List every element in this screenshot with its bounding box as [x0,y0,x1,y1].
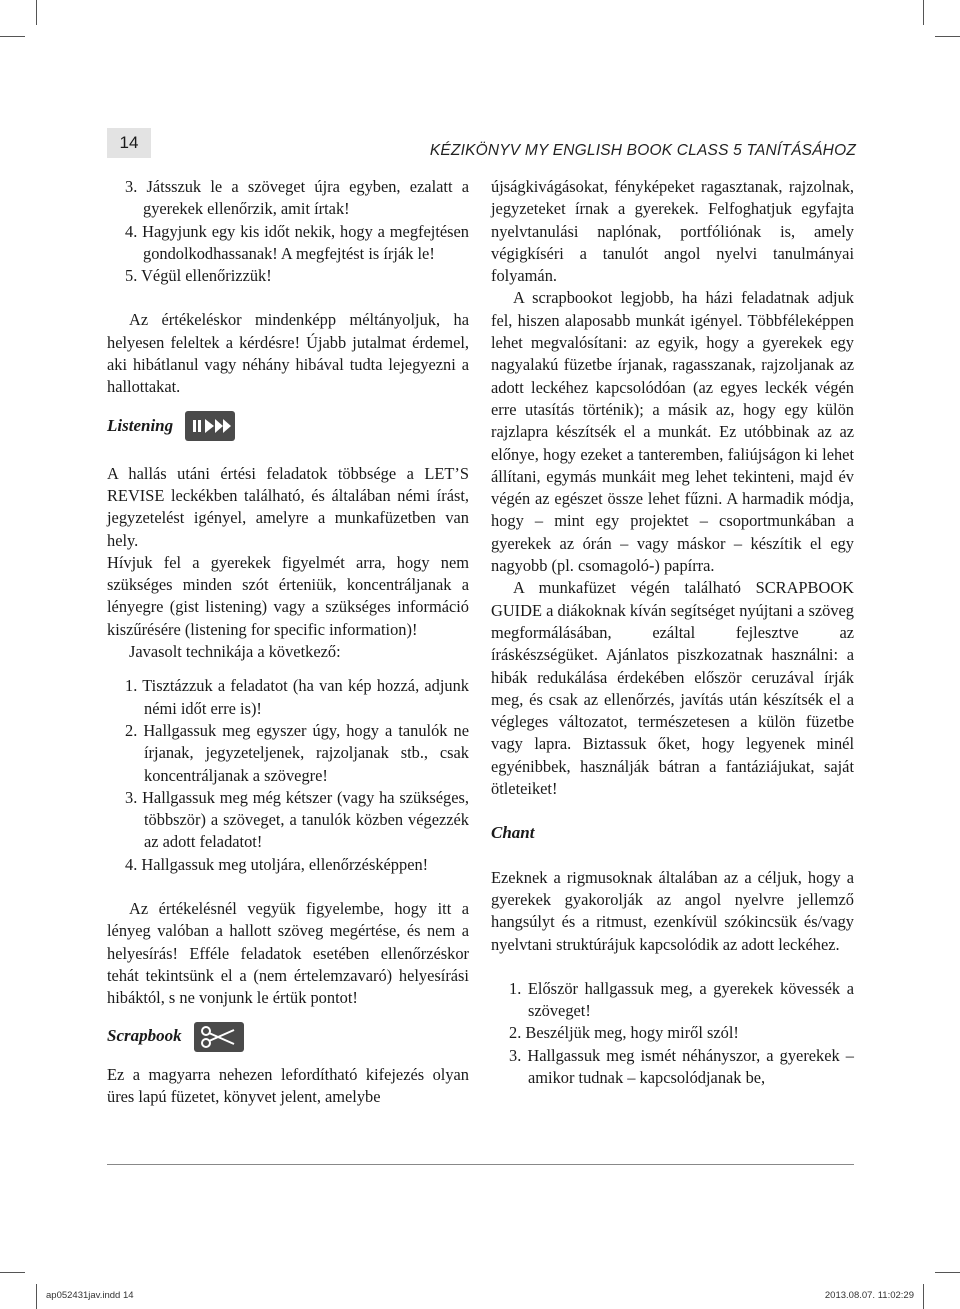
evaluation-paragraph-2: Az értékelésnél vegyük figyelembe, hogy itt a lényeg valóban a hallott szöveg megértése, és nem a helyesírás! Efféle feladatok esetében ellenőrzéskor tehát tekintsünk el a (nem értelemzavaró) helyesírási hibáktól, s ne vonjunk le értük pontot! [107,899,469,1008]
scrapbook-guide-paragraph: A munkafüzet végén található SCRAPBOOK GUIDE a diákoknak kíván segítséget nyújtani a szöveg megformálásában, ezáltal fejlesztve az íráskészségüket. Ajánlatos piszkozatnak használni: a hibák redukálása érdekében először ceruzával írják meg, és csak az ellenőrzés, javítás után készítsék el a végleges változatot, természetesen a külön füzetbe vagy lapra. Biztassuk őket, hogy legyenek minél egyénibbek, használják bátran a fantáziájukat, saját ötleteiket! [491,578,854,799]
scissors-icon [194,1022,244,1052]
list-item: 1. Tisztázzuk a feladatot (ha van kép hozzá, adjunk némi időt erre is)! [125,676,469,718]
footer-timestamp: 2013.08.07. 11:02:29 [824,1290,914,1301]
list-item: 3. Hallgassuk meg ismét néhányszor, a gyerekek – amikor tudnak – kapcsolódjanak be, [509,1045,854,1087]
list-item: 1. Először hallgassuk meg, a gyerekek kövessék a szöveget! [509,978,854,1021]
left-column [107,176,469,1108]
scrapbook-paragraph: Ez a magyarra nehezen lefordítható kifejezés olyan üres lapú füzetet, könyvet jelent, amelybe [107,1064,469,1106]
crop-mark [923,0,924,25]
footer-file: ap052431jav.indd 14 [46,1290,134,1301]
right-column [491,176,854,1089]
crop-mark [0,36,25,37]
crop-mark [36,1284,37,1309]
crop-mark [935,1272,960,1273]
listening-heading [107,411,469,441]
technique-intro: Javasolt technikája a következő: [129,642,341,662]
step-item: 5. Végül ellenőrizzük! [125,266,272,286]
chant-paragraph: Ezeknek a rigmusoknak általában az a céljuk, hogy a gyerekek gyakorolják az angol nyelvre jellemző hangsúlyt és a ritmust, ezenkívül szókincsük és/vagy nyelvtani struktúrájuk kapcsolódik az adott leckéhez. [491,867,854,954]
list-item: 3. Hallgassuk meg még kétszer (vagy ha szükséges, többször) a szöveget, a tanulók közben végezzék az adott feladatot! [125,787,469,852]
chant-heading-text: Chant [491,823,535,843]
scrapbook-heading-text: Scrapbook [107,1026,182,1046]
listening-icon [185,411,235,441]
scrapbook-continued-paragraph: újságkivágásokat, fényképeket ragasztanak, rajzolnak, jegyzeteket írnak a gyerekek. Felfoghatjuk egyfajta nyelvtanulási naplónak, portfóliónak is, amely végigkíséri a tanulót angol nyelvi tanulmányai folyamán. [491,177,854,286]
running-head: KÉZIKÖNYV MY ENGLISH BOOK CLASS 5 TANÍTÁSÁHOZ [429,142,856,159]
technique-list [107,675,469,876]
listening-paragraph: Hívjuk fel a gyerekek figyelmét arra, hogy nem szükséges minden szót érteniük, koncentráljanak a lényegre (gist listening) vagy a szükséges információ kiszűrésére (listening for specific information)! [107,552,469,639]
bottom-rule [107,1164,854,1165]
list-item: 2. Beszéljük meg, hogy miről szól! [509,1023,739,1043]
crop-mark [36,0,37,25]
page-number: 14 [107,128,151,158]
listening-paragraph: A hallás utáni értési feladatok többsége a LET’S REVISE leckékben található, és általában némi írást, jegyzetelést igényel, amelyre a munkafüzetben van hely. [107,463,469,550]
chant-list [491,978,854,1089]
crop-mark [935,36,960,37]
crop-mark [923,1284,924,1309]
chant-heading [491,822,854,844]
scrapbook-heading [107,1022,469,1052]
step-item: 3. Játsszuk le a szöveget újra egyben, ezalatt a gyerekek ellenőrzik, amit írtak! [125,177,469,219]
step-item: 4. Hagyjunk egy kis időt nekik, hogy a megfejtésen gondolkodhassanak! A megfejtést is írják le! [125,221,469,263]
crop-mark [0,1272,25,1273]
listening-heading-text: Listening [107,415,174,435]
evaluation-paragraph: Az értékeléskor mindenképp méltányoljuk, ha helyesen feleltek a kérdésre! Újabb jutalmat érdemel, aki hibátlanul vagy néhány hibával tudta lejegyezni a hallottakat. [107,310,469,397]
scrapbook-paragraph-2: A scrapbookot legjobb, ha házi feladatnak adjuk fel, hiszen alaposabb munkát igényel. Többféleképpen lehet megvalósítani: az egyik, hogy a gyerekek egy nagyalakú füzetbe írjanak, ragasszanak, rajzoljanak az adott leckéhez kapcsolódóan (az egyes leckék végén erre utasítás történik); a másik az, hogy egy külön rajzlapra készítsék el a munkát. Ez utóbbinak az az előnye, hogy ezeket a tanteremben, faliújságon ki lehet állítani, egymás munkáit meg lehet tekinteni, majd év végén az egészet össze lehet fűzni. A harmadik módja, hogy – mint egy projektet – csoportmunkában a gyerekek az órán – vagy máskor – készítik el egy nagyobb (pl. csomagoló-) papírra. [491,288,854,576]
list-item: 4. Hallgassuk meg utoljára, ellenőrzésképpen! [125,854,429,874]
list-item: 2. Hallgassuk meg egyszer úgy, hogy a tanulók ne írjanak, jegyzeteljenek, rajzoljanak stb., csak koncentráljanak a szövegre! [125,720,469,785]
